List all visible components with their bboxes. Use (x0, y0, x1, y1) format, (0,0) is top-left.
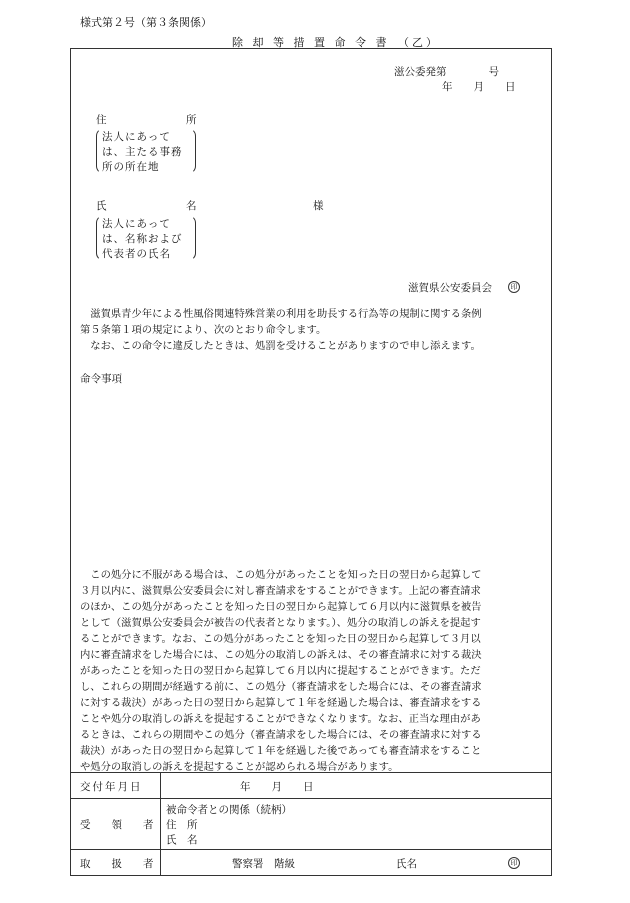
appeal-line: ることができます。なお、この処分があったことを知った日の翌日から起算して３月以 (80, 633, 481, 645)
appeal-line: のほか、この処分があったことを知った日の翌日から起算して６月以内に滋賀県を被告 (80, 601, 482, 613)
address-label-left: 住 (96, 114, 107, 126)
appeal-line: として（滋賀県公安委員会が被告の代表者となります。）、処分の取消しの訴えを提起す (80, 617, 481, 629)
name-note-line: は、名称および (102, 233, 183, 245)
appeal-line: に対する裁決）があった日の翌日から起算して１年を経過した場合は、審査請求をする (80, 697, 482, 709)
honorific-sama: 様 (313, 200, 324, 212)
appeal-line: があったことを知った日の翌日から起算して６月以内に提起することができます。ただ (80, 665, 481, 677)
address-note-line: 所の所在地 (102, 161, 160, 173)
delivery-date-label: 交付年月日 (80, 781, 143, 793)
name-label-right: 名 (186, 200, 197, 212)
body-line: 第５条第１項の規定により、次のとおり命令します。 (80, 324, 327, 336)
issue-date: 年 月 日 (442, 81, 516, 93)
appeal-line: 裁決）があった日の翌日から起算して１年を経過した後であっても審査請求をすること (80, 745, 482, 757)
table-rule (70, 798, 552, 799)
handler-name-label: 氏名 (396, 858, 417, 870)
table-divider (160, 772, 161, 876)
appeal-line: し、これらの期間が経過する前に、この処分（審査請求をした場合には、その審査請求 (80, 681, 482, 693)
address-label-right: 所 (186, 114, 197, 126)
delivery-date-value: 年 月 日 (240, 781, 314, 793)
document-title: 除 却 等 措 置 命 令 書 （乙） (232, 36, 440, 49)
address-note-line: は、主たる事務 (102, 146, 183, 158)
address-note-line: 法人にあって (102, 131, 171, 143)
appeal-line: や処分の取消しの訴えを提起することが認められる場合があります。 (80, 761, 399, 773)
recipient-name: 氏 名 (166, 834, 198, 846)
document-number: 滋公委発第 号 (394, 66, 499, 78)
recipient-relationship: 被命令者との関係（続柄） (166, 804, 292, 816)
recipient-label: 受 領 者 (80, 819, 154, 831)
appeal-line: ことや処分の取消しの訴えを提起することができなくなります。なお、正当な理由があ (80, 713, 481, 725)
appeal-line: 内に審査請求をした場合には、この処分の取消しの訴えは、その審査請求に対する裁決 (80, 649, 482, 661)
form-number-label: 様式第２号（第３条関係） (80, 16, 212, 29)
appeal-line: るときは、これらの期間やこの処分（審査請求をした場合には、その審査請求に対する (80, 729, 482, 741)
body-line: 滋賀県青少年による性風俗関連特殊営業の利用を助長する行為等の規制に関する条例 (80, 308, 482, 320)
name-note-line: 法人にあって (102, 218, 171, 230)
handler-seal: 印 (508, 857, 520, 869)
name-label-left: 氏 (96, 200, 107, 212)
handler-office-rank: 警察署 階級 (232, 858, 295, 870)
name-note-line: 代表者の氏名 (102, 248, 171, 260)
handler-label: 取 扱 者 (80, 858, 154, 870)
table-rule (70, 772, 552, 773)
recipient-address: 住 所 (166, 819, 198, 831)
body-line: なお、この命令に違反したときは、処罰を受けることがありますので申し添えます。 (80, 340, 481, 352)
appeal-line: ３月以内に、滋賀県公安委員会に対し審査請求をすることができます。上記の審査請求 (80, 585, 481, 597)
orders-label: 命令事項 (80, 373, 122, 385)
appeal-line: この処分に不服がある場合は、この処分があったことを知った日の翌日から起算して (80, 569, 482, 581)
issuer-seal: 印 (508, 281, 520, 293)
issuer-name: 滋賀県公安委員会 (408, 282, 492, 294)
table-rule (70, 849, 552, 850)
